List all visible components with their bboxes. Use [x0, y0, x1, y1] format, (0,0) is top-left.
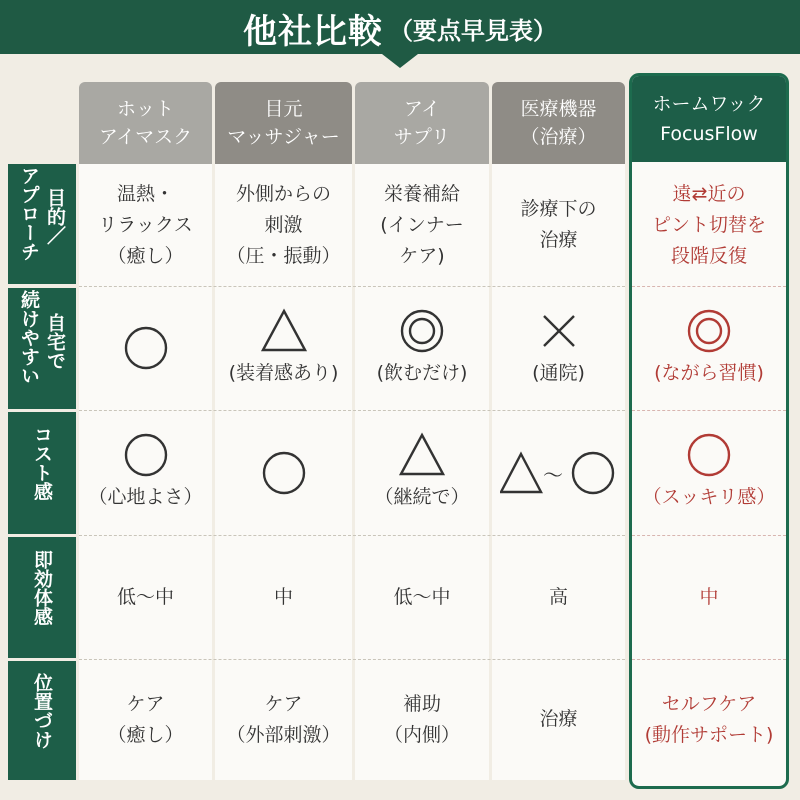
cell-text: 遠⇄近の	[672, 182, 746, 205]
cell-text: 中	[699, 585, 719, 608]
table-cell	[79, 410, 212, 535]
cell-text: 栄養補給	[383, 182, 460, 205]
page-subtitle: （要点早見表）	[389, 16, 557, 45]
cell-text: （内側）	[383, 723, 460, 746]
cell-text: 高	[548, 585, 568, 608]
circle-symbol-icon	[686, 432, 732, 478]
column-header-line: アイマスク	[98, 126, 193, 148]
table-cell	[79, 659, 212, 780]
cell-text: 温熱・	[116, 182, 174, 205]
column-header-line: サプリ	[393, 126, 451, 148]
column-header	[79, 82, 212, 164]
cell-text: ケア	[264, 692, 303, 715]
column-header-line: （治療）	[520, 126, 597, 148]
cell-text: ピント切替を	[651, 213, 766, 236]
circle-symbol-icon	[123, 325, 169, 371]
cell-text: (装着感あり)	[228, 361, 339, 384]
column-header	[492, 82, 625, 164]
row-label-text: 位置づけ	[31, 672, 53, 749]
table-cell	[355, 164, 489, 286]
highlight-cell	[632, 535, 786, 659]
cell-text: セルフケア	[661, 692, 757, 715]
cell-text: 中	[273, 585, 293, 608]
table-cell	[355, 286, 489, 410]
highlight-column-header	[632, 76, 786, 162]
column-header	[215, 82, 352, 164]
title-banner-text	[0, 0, 800, 56]
cell-text: 治療	[539, 229, 578, 251]
table-cell	[355, 410, 489, 535]
cell-text: (インナー	[380, 213, 464, 236]
table-cell	[355, 535, 489, 659]
row-label-text: アプローチ	[18, 166, 40, 261]
cell-text: (飲むだけ)	[376, 361, 468, 384]
cell-text: （癒し）	[107, 723, 184, 746]
table-cell	[79, 535, 212, 659]
column-header-line: マッサジャー	[227, 126, 340, 148]
table-cell	[492, 286, 625, 410]
row-label-text: 自宅で	[44, 312, 66, 370]
column-header-line: ホット	[116, 98, 174, 120]
cell-text: （圧・振動）	[226, 244, 341, 267]
cell-text: ケア	[126, 692, 165, 715]
double-circle-symbol-icon	[399, 308, 445, 354]
double-circle-symbol-icon	[686, 308, 732, 354]
table-cell	[215, 659, 352, 780]
row-label	[8, 164, 76, 284]
table-cell	[492, 410, 625, 535]
table-cell	[79, 286, 212, 410]
cell-text: 治療	[539, 708, 578, 730]
column-header-line: 医療機器	[520, 98, 597, 120]
row-label	[8, 412, 76, 534]
table-cell	[215, 286, 352, 410]
row-label	[8, 288, 76, 409]
table-cell	[215, 164, 352, 286]
highlight-column-header-line: FocusFlow	[660, 123, 758, 145]
cell-text: （心地よさ）	[88, 486, 203, 508]
cell-text: 診療下の	[520, 198, 597, 220]
cell-text: 外側からの	[235, 182, 331, 205]
row-label	[8, 661, 76, 780]
row-label-text: 即効体感	[31, 549, 53, 626]
cell-text: （スッキリ感）	[642, 486, 776, 508]
cell-text: リラックス	[98, 213, 193, 236]
page-title: 他社比較	[243, 11, 383, 52]
column-header-line: 目元	[264, 98, 303, 120]
row-label-text: 続けやすい	[18, 290, 40, 385]
cell-text: ケア)	[399, 244, 445, 267]
highlight-cell	[632, 410, 786, 535]
highlight-column-header-line: ホームワック	[652, 93, 766, 115]
cell-text: （外部刺激）	[226, 723, 341, 746]
cell-text: （継続で）	[374, 486, 470, 508]
cell-text: 段階反復	[670, 244, 747, 267]
row-label-text: 目的／	[44, 188, 66, 245]
cell-text: (通院)	[532, 361, 585, 384]
row-label	[8, 537, 76, 658]
triangle-symbol-icon	[399, 432, 445, 478]
triangle-symbol-icon	[261, 308, 307, 354]
highlight-cell	[632, 286, 786, 410]
highlight-cell	[632, 659, 786, 780]
cell-text: 刺激	[264, 213, 303, 236]
cross-symbol-icon	[536, 308, 582, 354]
circle-symbol-icon	[261, 450, 307, 496]
table-cell	[492, 164, 625, 286]
table-cell	[492, 535, 625, 659]
column-header	[355, 82, 489, 164]
table-cell	[492, 659, 625, 780]
highlight-cell	[632, 164, 786, 286]
cell-text: (動作サポート)	[644, 723, 774, 746]
cell-text: 補助	[402, 692, 441, 715]
table-cell	[79, 164, 212, 286]
svg-text:〜: 〜	[542, 462, 563, 487]
cell-text: 低〜中	[116, 585, 174, 608]
cell-text: （癒し）	[107, 244, 184, 267]
title-banner	[0, 0, 800, 56]
table-cell	[355, 659, 489, 780]
circle-symbol-icon	[123, 432, 169, 478]
row-label-text: コスト感	[31, 425, 53, 501]
column-header-line: アイ	[403, 98, 441, 120]
table-cell	[215, 410, 352, 535]
cell-text: (ながら習慣)	[654, 361, 764, 384]
cell-text: 低〜中	[393, 585, 451, 608]
triangle-to-circle-symbol-icon	[500, 450, 618, 496]
table-cell	[215, 535, 352, 659]
